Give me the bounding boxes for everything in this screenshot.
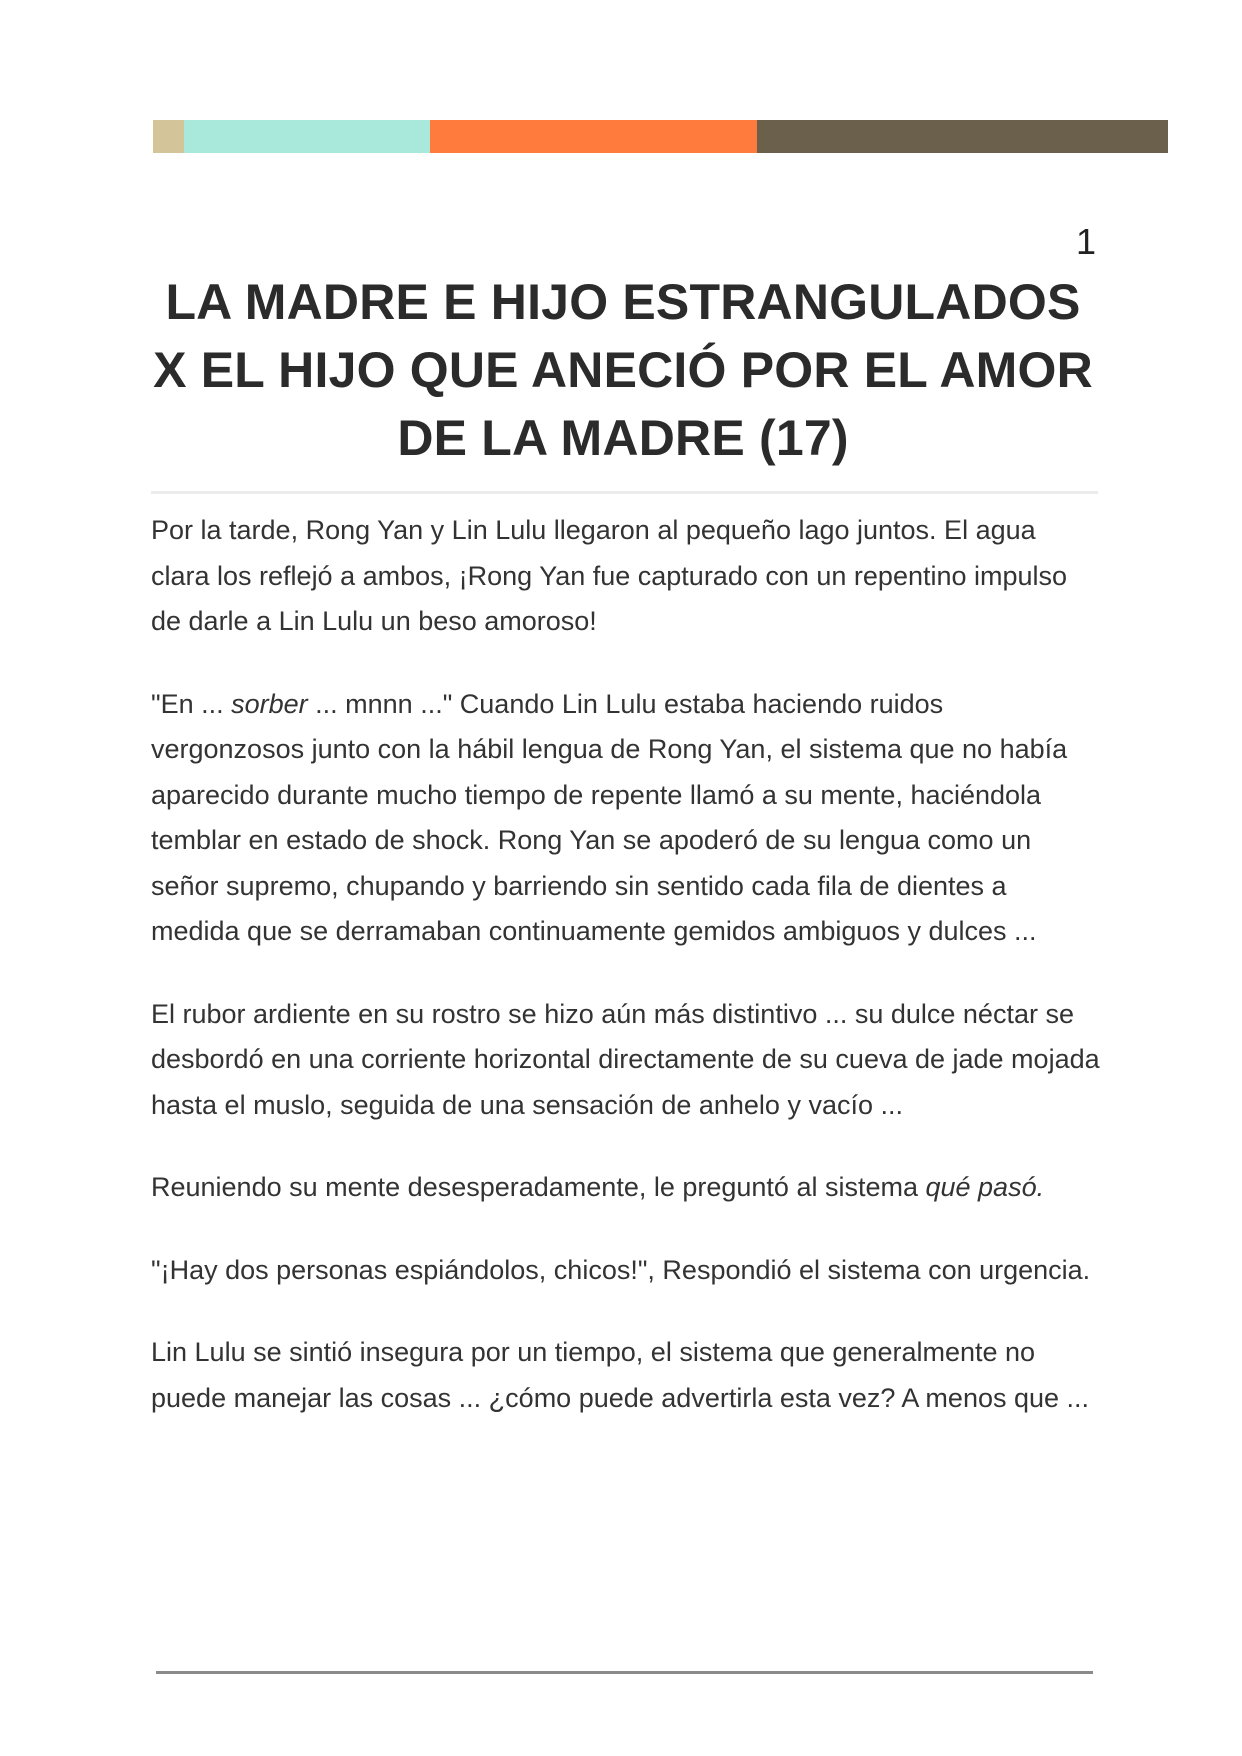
- title-divider: [151, 491, 1098, 494]
- color-bar-segment-orange: [430, 120, 757, 153]
- page-number: 1: [1075, 221, 1096, 262]
- paragraph-6: Lin Lulu se sintió insegura por un tiempo, el sistema que generalmente no puede manejar las cosas ... ¿cómo puede advertirla esta vez? A menos que ...: [151, 1337, 1090, 1413]
- paragraph-5: "¡Hay dos personas espiándolos, chicos!", Respondió el sistema con urgencia.: [151, 1254, 1091, 1285]
- color-bar-segment-tan: [153, 120, 184, 153]
- paragraph-2-part-c: ... mnnn ..." Cuando Lin Lulu estaba haciendo ruidos vergonzosos junto con la hábil lengua de Rong Yan, el sistema que no había aparecido durante mucho tiempo de repente llamó a su mente, haciéndola temblar en estado de shock. Rong Yan se apoderó de su lengua como un señor supremo, chupando y barriendo sin sentido cada fila de dientes a medida que se derramaban continuamente gemidos ambiguos y dulces ...: [151, 688, 1068, 946]
- paragraph-2: [151, 682, 1101, 955]
- color-bar-segment-mint: [184, 120, 430, 153]
- header-color-bar: [153, 120, 1168, 153]
- paragraph-1: Por la tarde, Rong Yan y Lin Lulu llegaron al pequeño lago juntos. El agua clara los reflejó a ambos, ¡Rong Yan fue capturado con un repentino impulso de darle a Lin Lulu un beso amoroso!: [151, 515, 1068, 636]
- paragraph-4-italic: qué pasó.: [925, 1172, 1045, 1202]
- paragraph-2-italic: sorber: [231, 688, 308, 719]
- paragraph-4: [151, 1165, 1101, 1211]
- paragraph-4-part-a: Reuniendo su mente desesperadamente, le preguntó al sistema: [151, 1172, 926, 1202]
- chapter-body: [151, 508, 1101, 1458]
- footer-divider: [156, 1671, 1093, 1674]
- color-bar-segment-brown: [757, 120, 1168, 153]
- paragraph-2-part-a: "En ...: [151, 688, 232, 719]
- paragraph-3: El rubor ardiente en su rostro se hizo aún más distintivo ... su dulce néctar se desbordó en una corriente horizontal directamente de su cueva de jade mojada hasta el muslo, seguida de una sensación de anhelo y vacío ...: [151, 998, 1100, 1120]
- chapter-title: LA MADRE E HIJO ESTRANGULADOS X EL HIJO QUE ANECIÓ POR EL AMOR DE LA MADRE (17): [153, 274, 1093, 466]
